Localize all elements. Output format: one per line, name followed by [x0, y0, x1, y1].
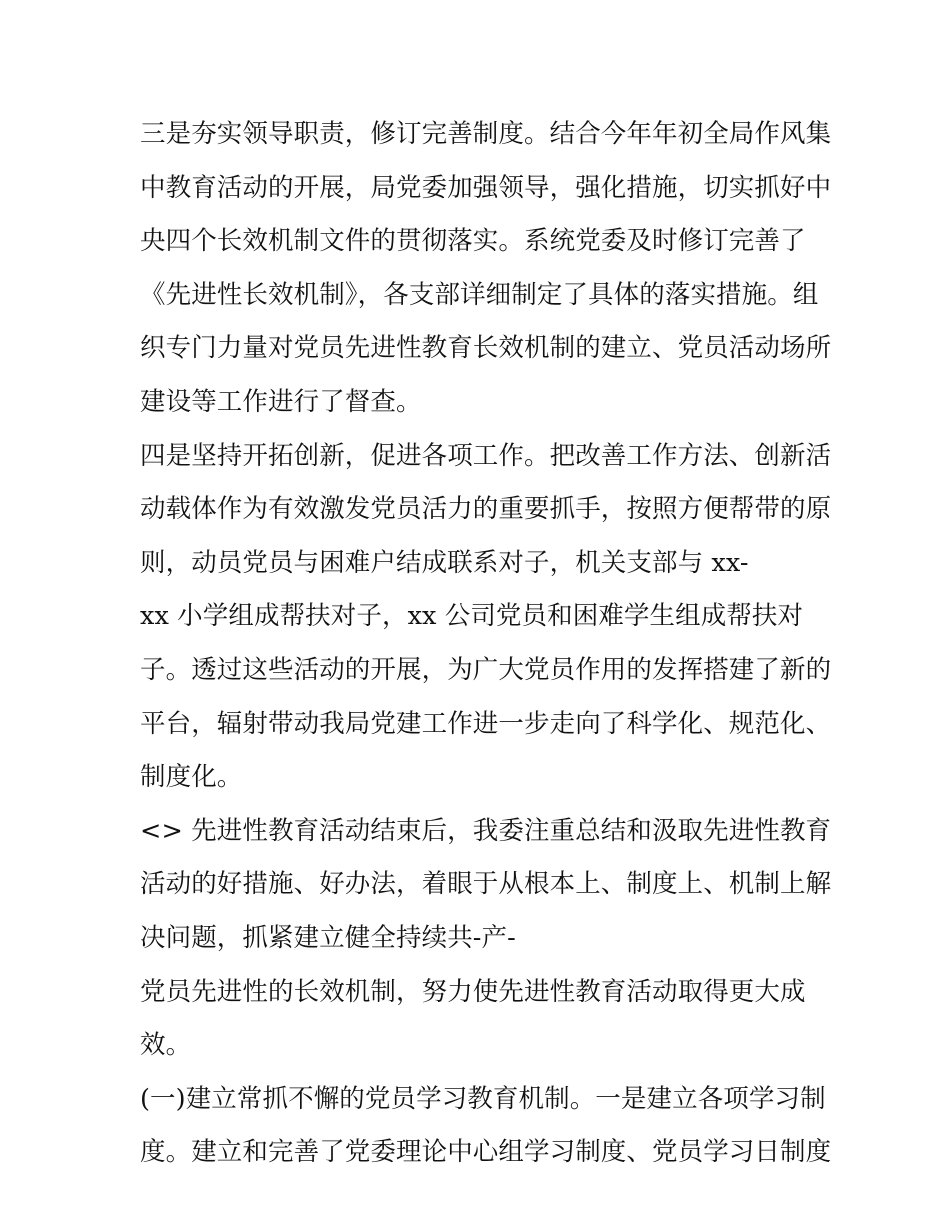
text-line: <> 先进性教育活动结束后，我委注重总结和汲取先进性教育: [140, 815, 832, 846]
text-line: 效。: [140, 1030, 192, 1061]
text-line: 中教育活动的开展，局党委加强领导，强化措施，切实抓好中: [140, 172, 832, 203]
text-line: 动载体作为有效激发党员活力的重要抓手，按照方便帮带的原: [140, 494, 832, 525]
text-line: 《先进性长效机制》，各支部详细制定了具体的落实措施。组: [140, 279, 819, 310]
text-line: 平台，辐射带动我局党建工作进一步走向了科学化、规范化、: [140, 708, 832, 739]
text-line: 建设等工作进行了督查。: [140, 386, 422, 417]
text-line: 织专门力量对党员先进性教育长效机制的建立、党员活动场所: [140, 333, 832, 364]
text-line: 决问题，抓紧建立健全持续共-产-: [140, 922, 516, 953]
text-line: 制度化。: [140, 762, 243, 793]
text-line: 子。透过这些活动的开展，为广大党员作用的发挥搭建了新的: [140, 654, 832, 685]
text-line: 活动的好措施、好办法，着眼于从根本上、制度上、机制上解: [140, 869, 832, 900]
text-line: 度。建立和完善了党委理论中心组学习制度、党员学习日制度: [140, 1137, 832, 1168]
text-line: (一)建立常抓不懈的党员学习教育机制。一是建立各项学习制: [140, 1083, 826, 1114]
body-text: [140, 108, 830, 1180]
text-line: 三是夯实领导职责，修订完善制度。结合今年年初全局作风集: [140, 119, 832, 149]
text-line: 央四个长效机制文件的贯彻落实。系统党委及时修订完善了: [140, 226, 806, 257]
text-line: 则，动员党员与困难户结成联系对子，机关支部与 xx-: [140, 547, 749, 578]
text-line: xx 小学组成帮扶对子，xx 公司党员和困难学生组成帮扶对: [140, 601, 804, 632]
text-line: 党员先进性的长效机制，努力使先进性教育活动取得更大成: [140, 976, 806, 1007]
text-line: 四是坚持开拓创新，促进各项工作。把改善工作方法、创新活: [140, 440, 832, 471]
